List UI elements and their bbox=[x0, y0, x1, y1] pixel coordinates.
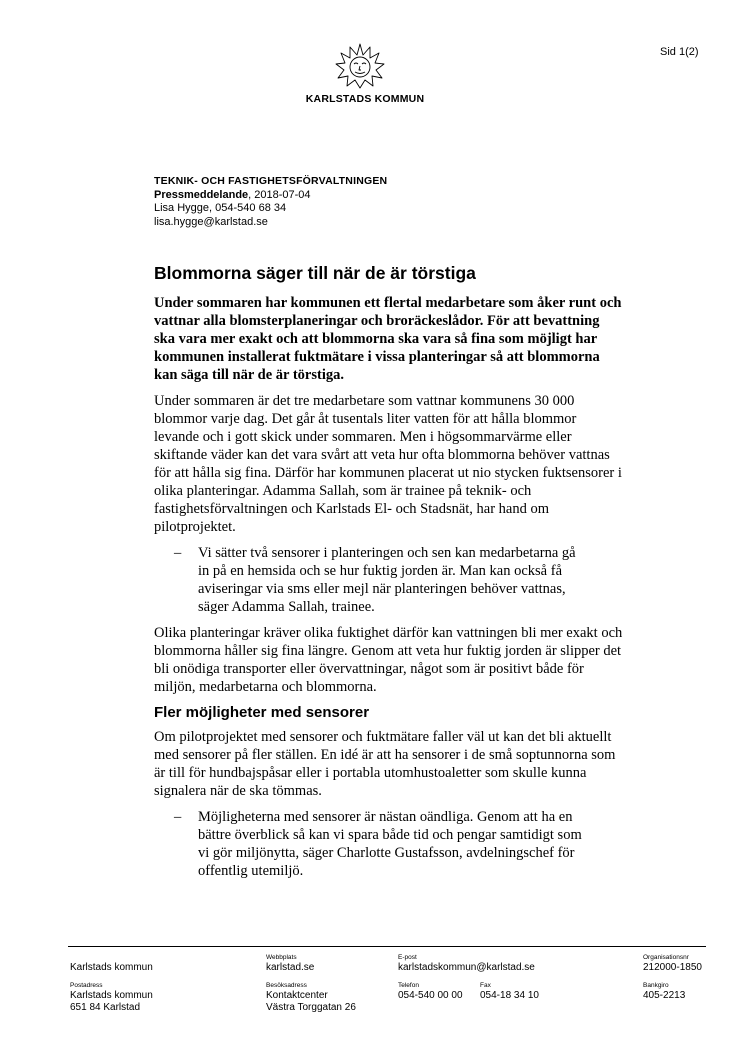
footer-visit-label: Besöksadress bbox=[266, 982, 307, 989]
article-body bbox=[154, 262, 624, 888]
footer-visit-line1: Kontaktcenter bbox=[266, 990, 328, 1001]
footer-email bbox=[398, 954, 535, 974]
contact-email: lisa.hygge@karlstad.se bbox=[154, 215, 268, 228]
doc-type-label: Pressmeddelande bbox=[154, 188, 249, 201]
contact-person: Lisa Hygge, 054-540 68 34 bbox=[154, 202, 287, 214]
footer-bankgiro bbox=[643, 982, 685, 1002]
footer-bankgiro-label: Bankgiro bbox=[643, 982, 669, 989]
paragraph-2: Olika planteringar kräver olika fuktighet därför kan vattningen bli mer exakt och blommorna håller sig fina längre. Genom att veta hur fuktig jorden är slipper det bli onödiga transporter eller övervattningar, något som är positivt både för miljön, medarbetarna och blommorna. bbox=[154, 625, 623, 695]
quote-2 bbox=[154, 808, 624, 880]
quote-dash: – bbox=[174, 809, 182, 825]
footer-fax-label: Fax bbox=[480, 982, 491, 989]
organization-name-logo: KARLSTADS KOMMUN bbox=[305, 93, 425, 105]
footer-visit bbox=[266, 982, 356, 1014]
document-header bbox=[154, 175, 387, 229]
footer-visit-line2: Västra Torggatan 26 bbox=[266, 1002, 356, 1013]
quote-dash: – bbox=[174, 545, 182, 561]
paragraph-3: Om pilotprojektet med sensorer och fuktmätare faller väl ut kan det bli aktuellt med sensorer på fler ställen. En idé är att ha sensorer i de små soptunnorna som är till för hundbajspåsar eller i portabla utomhustoaletter som skulle kunna signalera när de ska tömmas. bbox=[154, 729, 616, 799]
footer-phone-value: 054-540 00 00 bbox=[398, 990, 463, 1001]
quote-1 bbox=[154, 544, 624, 616]
department-name: TEKNIK- OCH FASTIGHETSFÖRVALTNINGEN bbox=[154, 175, 388, 187]
press-release-line bbox=[154, 189, 387, 203]
footer-web-label: Webbplats bbox=[266, 954, 297, 961]
quote-2-text: Möjligheterna med sensorer är nästan oändliga. Genom att ha en bättre överblick så kan vi spara både tid och pengar samtidigt som vi gör miljönytta, säger Charlotte Gustafsson, avdelningschef för offentlig utemiljö. bbox=[198, 809, 582, 879]
footer-post-line1: Karlstads kommun bbox=[70, 990, 153, 1001]
footer-orgnr-label: Organisationsnr bbox=[643, 954, 689, 961]
article-title: Blommorna säger till när de är törstiga bbox=[154, 263, 476, 283]
footer-bankgiro-value: 405-2213 bbox=[643, 990, 686, 1001]
footer-org bbox=[70, 962, 153, 974]
footer-phone-label: Telefon bbox=[398, 982, 419, 989]
footer-fax-value: 054-18 34 10 bbox=[480, 990, 539, 1001]
subheading: Fler möjligheter med sensorer bbox=[154, 704, 370, 721]
footer-post bbox=[70, 982, 153, 1014]
footer-post-line2: 651 84 Karlstad bbox=[70, 1002, 141, 1013]
footer-web bbox=[266, 954, 314, 974]
paragraph-1: Under sommaren är det tre medarbetare som vattnar kommunens 30 000 blommor varje dag. Det går åt tusentals liter vatten för att hålla blommor levande och i gott skick under sommaren. Men i högsommarvärme eller skiftande väder kan det vara svårt att veta hur ofta blommorna behöver vattnas för att hålla sig fina. Därför har kommunen placerat ut nio stycken fuktsensorer i olika planteringar. Adamma Sallah, som är trainee på teknik- och fastighetsförvaltningen och Karlstads El- och Stadsnät, har hand om pilotprojektet. bbox=[154, 393, 622, 535]
article-ingress: Under sommaren har kommunen ett flertal medarbetare som åker runt och vattnar alla blomsterplaneringar och broräckeslådor. För att bevattning ska vara mer exakt och att blommorna ska vara så fina som möjligt har kommunen installerat fuktmätare i vissa planteringar så att blommorna kan säga till när de är törstiga. bbox=[154, 295, 622, 383]
footer-email-label: E-post bbox=[398, 954, 417, 961]
footer-email-value: karlstadskommun@karlstad.se bbox=[398, 962, 535, 973]
page-number: Sid 1(2) bbox=[660, 46, 699, 58]
sun-logo-icon bbox=[334, 42, 386, 90]
footer-phone bbox=[398, 982, 463, 1002]
footer-web-value: karlstad.se bbox=[266, 962, 315, 973]
doc-date: , 2018-07-04 bbox=[248, 188, 311, 201]
footer-post-label: Postadress bbox=[70, 982, 103, 989]
footer-org-name: Karlstads kommun bbox=[70, 962, 153, 973]
footer-orgnr-value: 212000-1850 bbox=[643, 962, 702, 973]
footer-orgnr bbox=[643, 954, 702, 974]
footer-divider bbox=[68, 946, 706, 947]
quote-1-text: Vi sätter två sensorer i planteringen och sen kan medarbetarna gå in på en hemsida och se hur fuktig jorden är. Man kan också få aviseringar via sms eller mejl när planteringen behöver vattnas, säger Adamma Sallah, trainee. bbox=[198, 545, 576, 615]
footer-fax bbox=[480, 982, 539, 1002]
